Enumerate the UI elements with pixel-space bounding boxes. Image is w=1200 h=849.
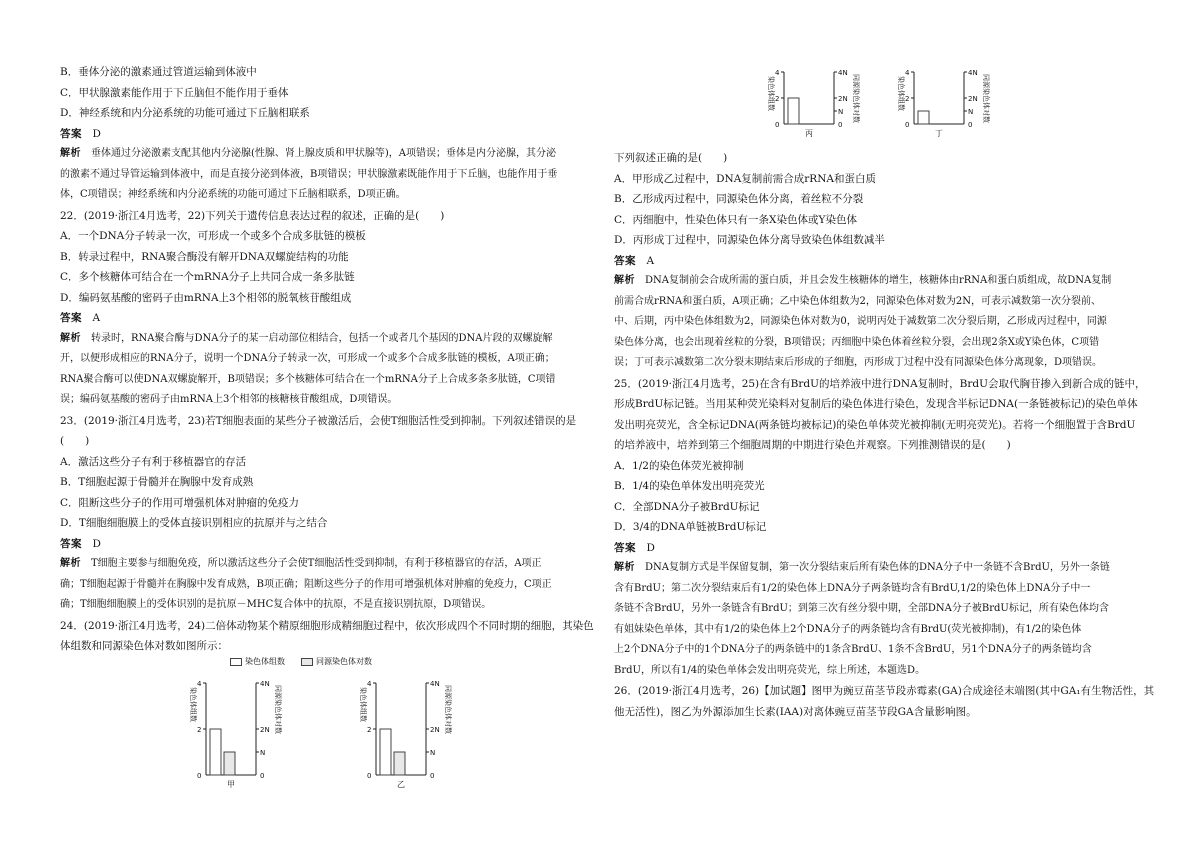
tick-label: 0	[429, 771, 434, 780]
q21-option-b: B．垂体分泌的激素通过管道运输到体液中	[60, 66, 257, 78]
q26-stem-line: 他无活性)，图乙为外源添加生长素(IAA)对离体豌豆苗茎节段GA含量影响图。	[614, 705, 977, 718]
bar-chromosome-sets	[210, 729, 221, 775]
y-axis-right-label: 同源染色体对数	[443, 684, 452, 734]
tick-label: N	[968, 108, 974, 116]
q22-answer	[60, 308, 595, 329]
tick-label: 4	[196, 679, 201, 688]
y-axis-left-label: 染色体组数	[188, 686, 197, 722]
tick-label: 4N	[838, 69, 848, 77]
q22-option-b: B．转录过程中，RNA聚合酶没有解开DNA双螺旋结构的功能	[60, 250, 349, 263]
q25-option-d: D．3/4的DNA单链被BrdU标记	[614, 521, 767, 533]
q23-option-b: B．T细胞起源于骨髓并在胸腺中发育成熟	[60, 476, 254, 488]
q23-option-a: A．激活这些分子有利于移植器官的存活	[60, 455, 247, 468]
q25-option-b: B．1/4的染色单体发出明亮荧光	[614, 480, 765, 492]
tick-label: 4	[905, 69, 910, 77]
explanation-label: 解析	[60, 558, 81, 569]
q21-explanation	[60, 144, 595, 206]
expl-line: 染色体分离，也会出现着丝粒的分裂，B项错误；丙细胞中染色体着丝粒分裂，会出现2条X或Y染色体，C项错	[614, 336, 1100, 348]
q21-option-d: D．神经系统和内分泌系统的功能可通过下丘脑相联系	[60, 107, 310, 119]
chart-panel-jia	[188, 673, 298, 803]
legend-item-chrom	[230, 657, 285, 667]
y-axis-right-label: 同源染色体对数	[982, 74, 990, 123]
q22-option-a: A．一个DNA分子转录一次，可形成一个或多个合成多肽链的模板	[60, 230, 366, 242]
q24-stem-cont: 体组数和同源染色体对数如图所示：	[60, 640, 228, 652]
tick-label: 2	[775, 95, 780, 103]
answer-label: 答案	[60, 537, 82, 550]
answer-value: D	[92, 127, 101, 140]
expl-line: 误；编码氨基酸的密码子由mRNA上3个相邻的核糖核苷酸组成，D项错误。	[60, 394, 398, 405]
q25-explanation	[614, 558, 1149, 681]
expl-line: DNA复制前会合成所需的蛋白质，并且会发生核糖体的增生，核糖体由rRNA和蛋白质组成，故DNA复制	[645, 275, 1112, 286]
tick-label: 2N	[429, 725, 440, 734]
tick-label: 0	[775, 121, 780, 129]
y-axis-left-label: 染色体组数	[358, 686, 367, 722]
panel-label: 甲	[226, 779, 235, 789]
answer-value: D	[92, 537, 101, 550]
tick-label: 0	[259, 771, 264, 780]
bar-chromosome-sets	[380, 729, 391, 775]
tick-label: N	[259, 748, 265, 757]
legend-swatch	[230, 658, 242, 666]
expl-line: 上2个DNA分子中的1个DNA分子的两条链中的1条含BrdU、1条不含BrdU，另1个DNA分子的两条链均含	[614, 644, 1092, 655]
q23-answer	[60, 534, 595, 555]
tick-label: 0	[196, 771, 201, 780]
explanation-label: 解析	[60, 332, 81, 344]
chart-panel-yi	[358, 673, 468, 803]
legend-label: 染色体组数	[245, 656, 285, 666]
chart-legend	[230, 657, 372, 667]
q23-stem: 23．(2019·浙江4月选考，23)若T细胞表面的某些分子被激活后，会使T细胞活性受到抑制。下列叙述错误的是	[60, 414, 577, 427]
expl-line: 前需合成rRNA和蛋白质，A项正确；乙中染色体组数为2，同源染色体对数为2N，可表示减数第一次分裂前、	[614, 295, 1101, 307]
q22-stem: 22．(2019·浙江4月选考，22)下列关于遗传信息表达过程的叙述，正确的是( )	[60, 209, 445, 222]
expl-line: 有姐妹染色单体，其中有1/2的染色体上2个DNA分子的两条链均含有BrdU(荧光被抑制)，有1/2的染色体	[614, 623, 1082, 635]
q25-answer	[614, 538, 1149, 559]
legend-swatch	[301, 658, 313, 666]
q25-stem-line: 发出明亮荧光，含全标记DNA(两条链均被标记)的染色单体荧光被抑制(无明亮荧光)。若将一个细胞置于含BrdU	[614, 418, 1136, 431]
tick-label: N	[838, 108, 844, 116]
tick-label: 4N	[968, 69, 978, 77]
tick-label: 2N	[259, 725, 270, 734]
expl-line: DNA复制方式是半保留复制，第一次分裂结束后所有染色体的DNA分子中一条链不含BrdU，另外一条链	[645, 562, 1110, 573]
figure-top-panels	[766, 62, 996, 138]
answer-value: D	[646, 541, 655, 554]
expl-line: 垂体通过分泌激素支配其他内分泌腺(性腺、肾上腺皮质和甲状腺等)，A项错误；垂体是内分泌腺，其分泌	[91, 148, 557, 159]
q25-stem-line: 的培养液中，培养到第三个细胞周期的中期进行染色并观察。下列推测错误的是( )	[614, 439, 1011, 451]
y-axis-right-label: 同源染色体对数	[273, 684, 282, 734]
expl-line: 误；丁可表示减数第二次分裂末期结束后形成的子细胞，丙形成丁过程中没有同源染色体分离现象，D项错误。	[614, 357, 1103, 368]
legend-label: 同源染色体对数	[316, 656, 372, 666]
q23-option-d: D．T细胞细胞膜上的受体直接识别相应的抗原并与之结合	[60, 517, 328, 529]
tick-label: 4	[775, 69, 780, 77]
answer-label: 答案	[60, 312, 82, 324]
expl-line: 的激素不通过导管运输到体液中，而是直接分泌到体液，B项错误；甲状腺激素既能作用于下丘脑，也能作用于垂	[60, 168, 558, 180]
tick-label: 0	[366, 771, 371, 780]
q22-option-d: D．编码氨基酸的密码子由mRNA上3个相邻的脱氧核苷酸组成	[60, 291, 352, 304]
answer-label: 答案	[614, 541, 636, 554]
tick-label: 4	[366, 679, 371, 688]
q21-answer	[60, 124, 595, 145]
chart-panel-ding	[896, 62, 1006, 138]
q24-option-c: C．丙细胞中，性染色体只有一条X染色体或Y染色体	[614, 213, 857, 226]
answer-label: 答案	[614, 254, 636, 267]
expl-line: 确；T细胞细胞膜上的受体识别的是抗原－MHC复合体中的抗原，不是直接识别抗原，D项错误。	[60, 599, 492, 610]
expl-line: BrdU，所以有1/4的染色单体会发出明亮荧光，综上所述，本题选D。	[614, 664, 926, 676]
tick-label: 2N	[968, 95, 978, 103]
tick-label: 4N	[429, 679, 440, 688]
answer-value: A	[646, 254, 655, 267]
q23-stem-cont: ( )	[60, 435, 90, 447]
bar-homologous-pairs	[224, 752, 235, 775]
expl-line: RNA聚合酶可以使DNA双螺旋解开，B项错误；多个核糖体可结合在一个mRNA分子上合成多条多肽链，C项错	[60, 373, 556, 385]
expl-line: 中、后期，丙中染色体组数为2，同源染色体对数为0，说明丙处于减数第二次分裂后期，乙形成丙过程中，同源	[614, 316, 1107, 327]
left-column	[60, 62, 595, 789]
bar-chromosome-sets	[788, 98, 799, 124]
chart-panel-bing	[766, 62, 876, 138]
tick-label: 2	[905, 95, 910, 103]
q23-explanation	[60, 554, 595, 616]
bar-chromosome-sets	[918, 111, 929, 124]
expl-line: 确；T细胞起源于骨髓并在胸腺中发育成熟，B项正确；阻断这些分子的作用可增强机体对肿瘤的免疫力，C项正	[60, 578, 552, 590]
tick-label: 0	[905, 121, 910, 129]
explanation-label: 解析	[614, 562, 635, 573]
y-axis-left-label: 染色体组数	[767, 76, 775, 111]
panel-label: 丙	[805, 129, 813, 138]
q24-stem: 24．(2019·浙江4月选考，24)二倍体动物某个精原细胞形成精细胞过程中，依次形成四个不同时期的细胞，其染色	[60, 619, 594, 632]
panel-label: 丁	[935, 129, 943, 138]
tick-label: 0	[968, 121, 973, 129]
figure-bottom-panels	[60, 656, 595, 789]
q21-option-c: C．甲状腺激素能作用于下丘脑但不能作用于垂体	[60, 86, 289, 99]
q23-option-c: C．阻断这些分子的作用可增强机体对肿瘤的免疫力	[60, 496, 300, 509]
q24-answer	[614, 251, 1149, 272]
expl-line: 条链不含BrdU，另外一条链含有BrdU；到第三次有丝分裂中期，全部DNA分子被BrdU标记，所有染色体均含	[614, 603, 1109, 614]
tick-label: 2	[196, 725, 201, 734]
panel-label: 乙	[396, 779, 405, 789]
expl-line: 开，以便形成相应的RNA分子，说明一个DNA分子转录一次，可形成一个或多个合成多肽链的模板，A项正确；	[60, 353, 555, 364]
expl-line: 体，C项错误；神经系统和内分泌系统的功能可通过下丘脑相联系，D项正确。	[60, 189, 406, 200]
answer-label: 答案	[60, 127, 82, 140]
expl-line: T细胞主要参与细胞免疫，所以激活这些分子会使T细胞活性受到抑制，有利于移植器官的存活，A项正	[91, 558, 542, 569]
answer-value: A	[92, 312, 101, 324]
y-axis-right-label: 同源染色体对数	[852, 74, 860, 123]
y-axis-left-label: 染色体组数	[897, 76, 905, 111]
right-column	[614, 148, 1155, 722]
q25-stem-line: 形成BrdU标记链。当用某种荧光染料对复制后的染色体进行染色，发现含半标记DNA(一条链被标记)的染色单体	[614, 398, 1138, 410]
tick-label: 4N	[259, 679, 270, 688]
q25-stem-line: 25．(2019·浙江4月选考，25)在含有BrdU的培养液中进行DNA复制时，BrdU会取代胸苷掺入到新合成的链中，	[614, 377, 1146, 390]
q26-stem-line: 26．(2019·浙江4月选考，26)【加试题】图甲为豌豆苗茎节段赤霉素(GA)合成途径末端图(其中GA₁有生物活性，其	[614, 685, 1155, 697]
expl-line: 含有BrdU；第二次分裂结束后有1/2的染色体上DNA分子两条链均含有BrdU,1/2的染色体上DNA分子中一	[614, 582, 1091, 594]
q22-explanation	[60, 329, 595, 411]
tick-label: 2	[366, 725, 371, 734]
q24-lead: 下列叙述正确的是( )	[614, 152, 728, 164]
q25-option-a: A．1/2的染色体荧光被抑制	[614, 459, 744, 472]
q24-option-a: A．甲形成乙过程中，DNA复制前需合成rRNA和蛋白质	[614, 172, 876, 185]
tick-label: 0	[838, 121, 843, 129]
q24-explanation	[614, 271, 1149, 374]
explanation-label: 解析	[60, 148, 81, 159]
explanation-label: 解析	[614, 275, 635, 286]
expl-line: 转录时，RNA聚合酶与DNA分子的某一启动部位相结合，包括一个或者几个基因的DNA片段的双螺旋解	[91, 332, 553, 344]
legend-item-homol	[301, 657, 372, 667]
tick-label: N	[429, 748, 435, 757]
tick-label: 2N	[838, 95, 848, 103]
bar-homologous-pairs	[394, 752, 405, 775]
q22-option-c: C．多个核糖体可结合在一个mRNA分子上共同合成一条多肽链	[60, 271, 355, 283]
q25-option-c: C．全部DNA分子被BrdU标记	[614, 500, 760, 513]
q24-option-d: D．丙形成丁过程中，同源染色体分离导致染色体组数减半	[614, 234, 885, 246]
q24-option-b: B．乙形成丙过程中，同源染色体分离，着丝粒不分裂	[614, 193, 864, 205]
